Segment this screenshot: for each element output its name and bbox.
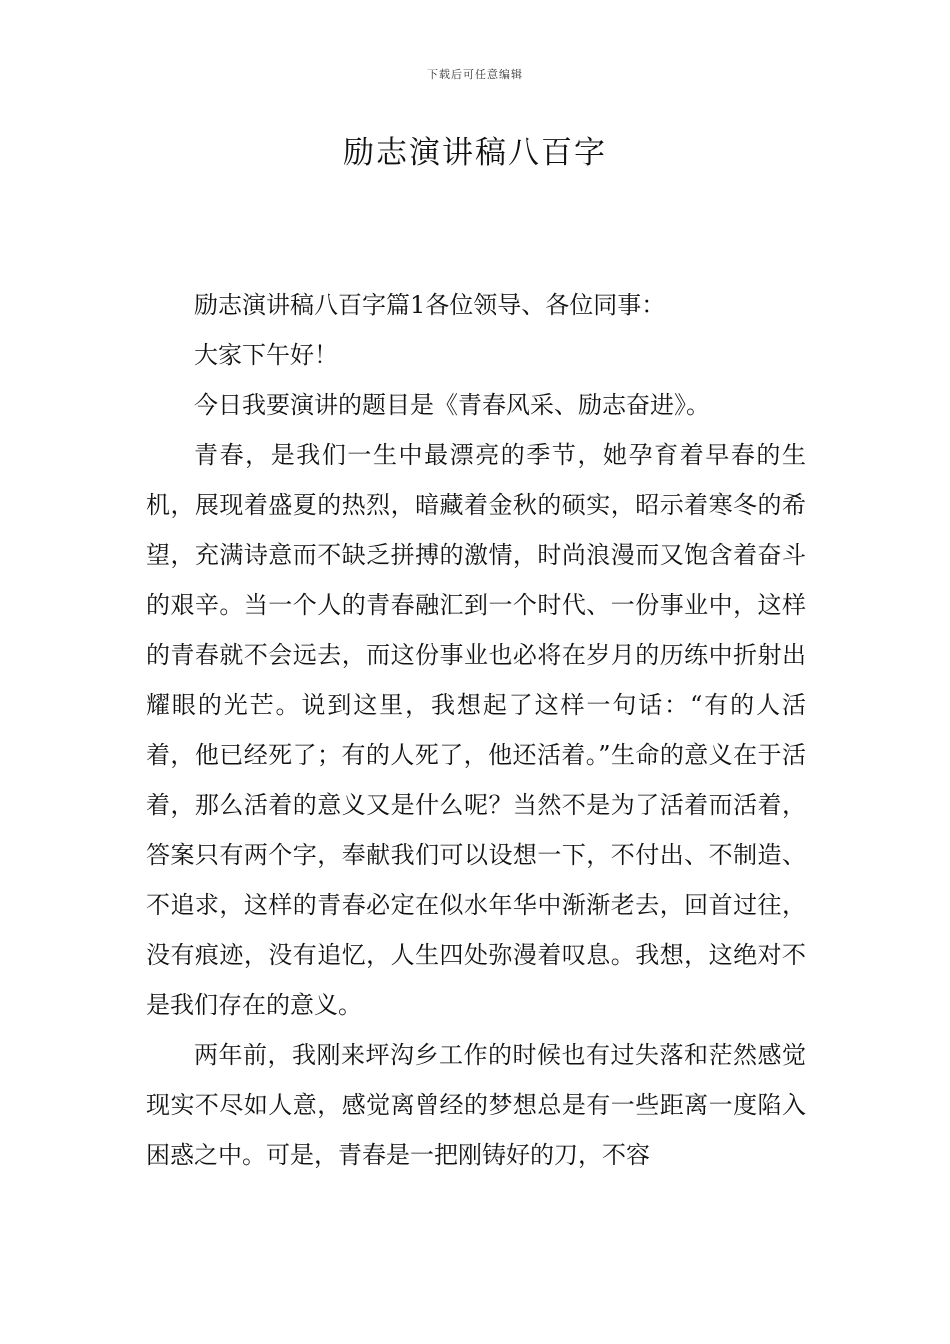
paragraph-3: 今日我要演讲的题目是《青春风采、励志奋进》。	[194, 391, 710, 419]
paragraph-2: 大家下午好！	[194, 341, 338, 369]
header-note: 下载后可任意编辑	[427, 68, 523, 81]
paragraph-1: 励志演讲稿八百字篇1各位领导、各位同事：	[194, 291, 666, 319]
document-body	[146, 280, 806, 1180]
document-title: 励志演讲稿八百字	[343, 135, 607, 171]
paragraph-4: 青春，是我们一生中最漂亮的季节，她孕育着早春的生机，展现着盛夏的热烈，暗藏着金秋的硕实，昭示着寒冬的希望，充满诗意而不缺乏拼搏的激情，时尚浪漫而又饱含着奋斗的艰辛。当一个人的青春融汇到一个时代、一份事业中，这样的青春就不会远去，而这份事业也必将在岁月的历练中折射出耀眼的光芒。说到这里，我想起了这样一句话：“有的人活着，他已经死了；有的人死了，他还活着。”生命的意义在于活着，那么活着的意义又是什么呢？当然不是为了活着而活着，答案只有两个字，奉献我们可以设想一下，不付出、不制造、不追求，这样的青春必定在似水年华中渐渐老去，回首过往，没有痕迹，没有追忆，人生四处弥漫着叹息。我想，这绝对不是我们存在的意义。	[146, 441, 806, 1019]
paragraph-5: 两年前，我刚来坪沟乡工作的时候也有过失落和茫然感觉现实不尽如人意，感觉离曾经的梦想总是有一些距离一度陷入困惑之中。可是，青春是一把刚铸好的刀，不容	[146, 1041, 806, 1169]
